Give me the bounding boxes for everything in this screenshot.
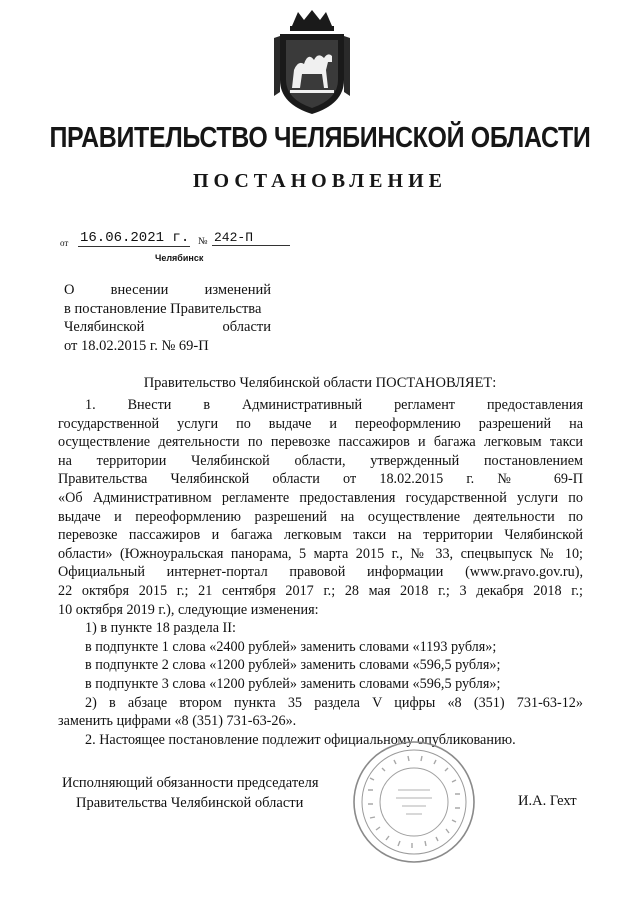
body-line: выдаче и переоформлению разрешений на осуществление деятельности по <box>58 508 583 525</box>
document-type: ПОСТАНОВЛЕНИЕ <box>193 170 447 192</box>
official-seal-icon <box>350 738 478 866</box>
body-line: области» (Южноуральская панорама, 5 марта 2015 г., № 33, спецвыпуск № 10; <box>58 545 583 562</box>
body-line: перевозке пассажиров и багажа легковым такси на территории Челябинской <box>58 527 583 544</box>
body-line: 10 октября 2019 г.), следующие изменения: <box>58 601 319 618</box>
government-title: ПРАВИТЕЛЬСТВО ЧЕЛЯБИНСКОЙ ОБЛАСТИ <box>49 122 591 154</box>
date-prefix: от <box>60 238 69 248</box>
body-line: 1. Внести в Административный регламент предоставления <box>85 397 583 413</box>
signatory-title <box>62 773 319 813</box>
dateline <box>60 230 300 252</box>
subject-line: в постановление Правительства <box>64 300 262 317</box>
coat-of-arms-icon <box>270 8 354 116</box>
document-date: 16.06.2021 г. <box>80 230 190 246</box>
signatory-title-line: Исполняющий обязанности председателя <box>62 775 319 791</box>
subject-line: О внесении изменений <box>64 282 271 298</box>
body-line: 2) в абзаце втором пункта 35 раздела V цифры «8 (351) 731-63-12» <box>85 694 583 711</box>
document-number: 242-П <box>212 230 290 246</box>
body-line: государственной услуги по выдаче и переоформлению разрешений на <box>58 415 583 432</box>
signatory-name: И.А. Гехт <box>518 793 577 809</box>
document-body <box>58 396 583 749</box>
body-line: заменить цифрами «8 (351) 731-63-26». <box>58 713 297 730</box>
body-line: 22 октября 2015 г.; 21 сентября 2017 г.; 28 мая 2018 г.; 3 декабря 2018 г.; <box>58 582 583 599</box>
body-line: Правительства Челябинской области от 18.02.2015 г. № 69-П <box>58 471 583 488</box>
signatory-title-line: Правительства Челябинской области <box>76 795 304 811</box>
body-line: Официальный интернет-портал правовой информации (www.pravo.gov.ru), <box>58 564 583 581</box>
preamble: Правительство Челябинской области ПОСТАНОВЛЯЕТ: <box>143 375 497 391</box>
body-line: на территории Челябинской области, утвержденный постановлением <box>58 452 583 469</box>
body-line: «Об Административном регламенте предоставления государственной услуги по <box>58 489 583 506</box>
body-line: 2. Настоящее постановление подлежит официальному опубликованию. <box>85 731 516 748</box>
document-subject <box>64 281 271 355</box>
number-sign: № <box>198 236 208 247</box>
subject-line: от 18.02.2015 г. № 69-П <box>64 337 209 354</box>
body-line: в подпункте 3 слова «1200 рублей» заменить словами «596,5 рубля»; <box>85 675 501 692</box>
subject-line: Челябинской области <box>64 319 271 335</box>
body-line: в подпункте 2 слова «1200 рублей» заменить словами «596,5 рубля»; <box>85 657 501 674</box>
body-line: 1) в пункте 18 раздела II: <box>85 620 236 637</box>
body-line: в подпункте 1 слова «2400 рублей» заменить словами «1193 рубля»; <box>85 638 497 655</box>
body-line: осуществление деятельности по перевозке пассажиров и багажа легковым такси <box>58 434 583 451</box>
city-name: Челябинск <box>155 253 204 263</box>
